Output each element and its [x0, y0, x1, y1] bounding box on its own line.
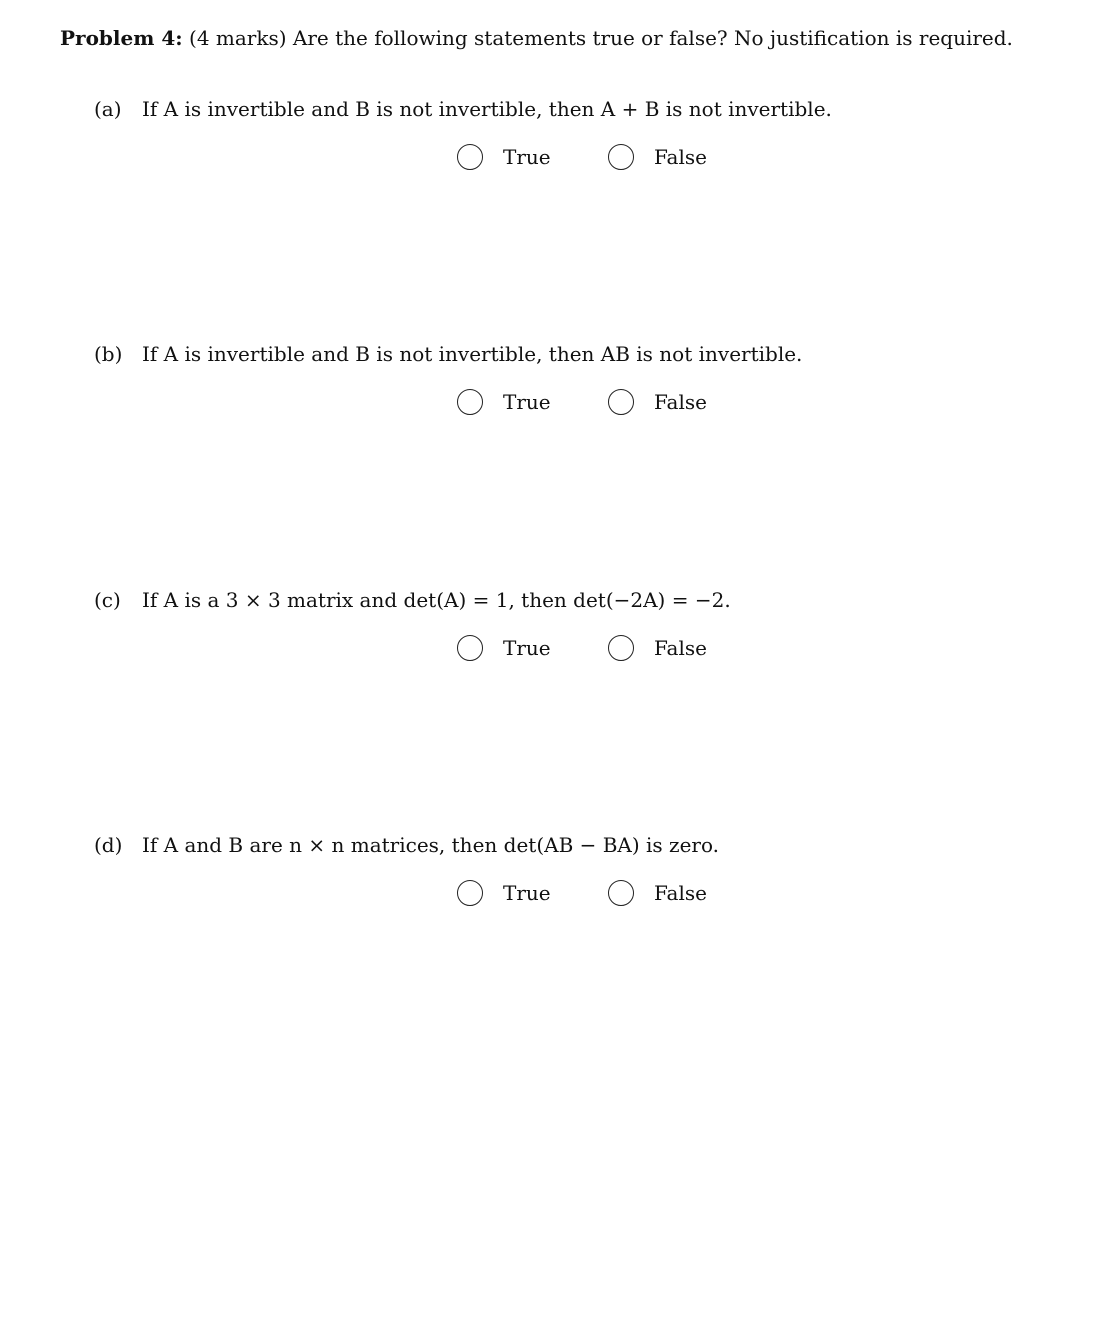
question-part-b	[94, 340, 994, 414]
radio-button-true-a[interactable]	[457, 144, 483, 170]
radio-button-true-b[interactable]	[457, 389, 483, 415]
option-label-true-c: True	[503, 636, 551, 660]
question-part-d	[94, 831, 994, 905]
option-true-b[interactable]	[457, 387, 551, 417]
question-part-a	[94, 95, 994, 169]
problem-header	[60, 26, 1013, 50]
statement-c	[94, 586, 994, 614]
part-label-d: (d)	[94, 833, 123, 857]
statement-b	[94, 340, 994, 368]
option-false-b[interactable]	[608, 387, 707, 417]
radio-button-false-b[interactable]	[608, 389, 634, 415]
part-label-c: (c)	[94, 588, 121, 612]
statement-text-c: If A is a 3 × 3 matrix and det(A) = 1, then det(−2A) = −2.	[142, 588, 731, 612]
option-false-c[interactable]	[608, 633, 707, 663]
statement-d	[94, 831, 994, 859]
part-label-a: (a)	[94, 97, 122, 121]
statement-a	[94, 95, 994, 123]
option-true-a[interactable]	[457, 142, 551, 172]
option-true-d[interactable]	[457, 878, 551, 908]
radio-button-true-d[interactable]	[457, 880, 483, 906]
statement-text-a: If A is invertible and B is not invertible, then A + B is not invertible.	[142, 97, 832, 121]
radio-button-false-d[interactable]	[608, 880, 634, 906]
option-false-d[interactable]	[608, 878, 707, 908]
option-label-false-d: False	[654, 881, 707, 905]
problem-title: Problem 4:	[60, 26, 183, 50]
option-false-a[interactable]	[608, 142, 707, 172]
option-label-false-b: False	[654, 390, 707, 414]
radio-button-false-a[interactable]	[608, 144, 634, 170]
problem-text: (4 marks) Are the following statements true or false? No justification is required.	[189, 26, 1013, 50]
option-label-true-b: True	[503, 390, 551, 414]
option-label-true-d: True	[503, 881, 551, 905]
option-label-false-c: False	[654, 636, 707, 660]
option-true-c[interactable]	[457, 633, 551, 663]
statement-text-b: If A is invertible and B is not invertible, then AB is not invertible.	[142, 342, 803, 366]
part-label-b: (b)	[94, 342, 123, 366]
option-label-false-a: False	[654, 145, 707, 169]
radio-button-true-c[interactable]	[457, 635, 483, 661]
statement-text-d: If A and B are n × n matrices, then det(AB − BA) is zero.	[142, 833, 720, 857]
option-label-true-a: True	[503, 145, 551, 169]
radio-button-false-c[interactable]	[608, 635, 634, 661]
question-part-c	[94, 586, 994, 660]
